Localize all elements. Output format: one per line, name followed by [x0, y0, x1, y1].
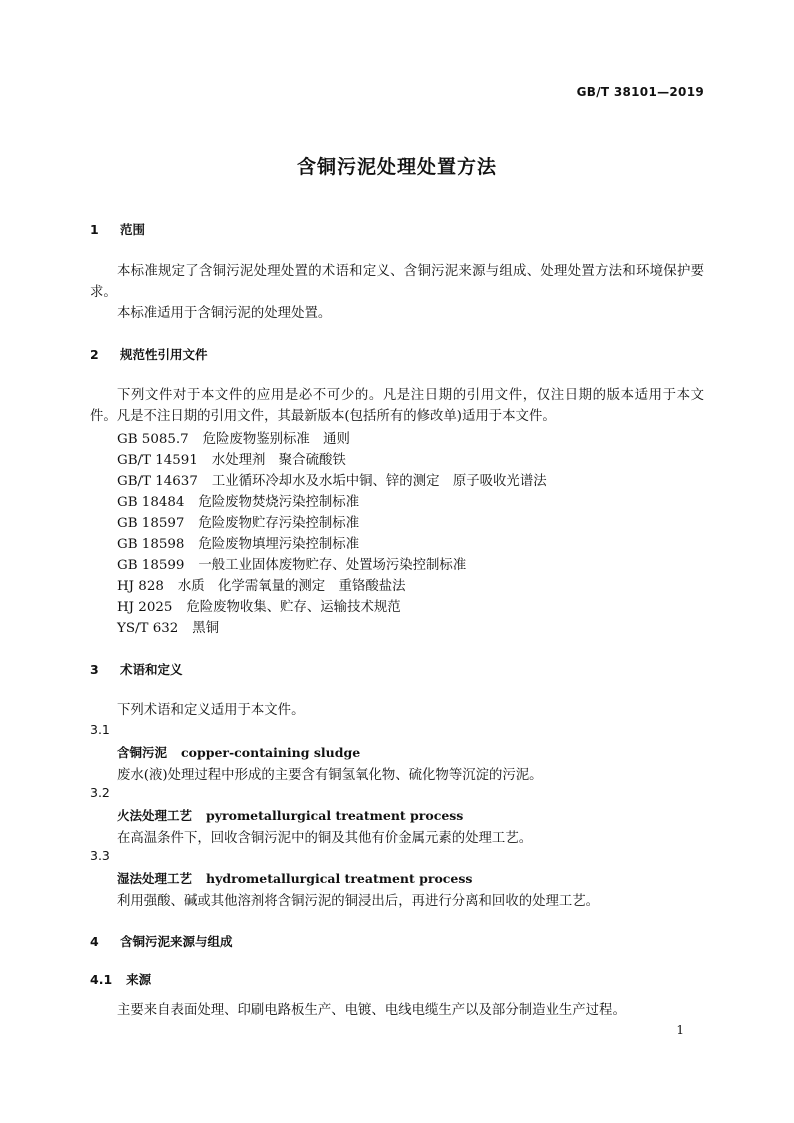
reference-code: GB 5085.7: [117, 432, 189, 447]
reference-title: 一般工业固体废物贮存、处置场污染控制标准: [198, 558, 467, 573]
section-2-heading: [90, 345, 208, 363]
term-entry: [117, 743, 360, 761]
paragraph: 本标准适用于含铜污泥的处理处置。: [117, 306, 332, 321]
reference-item: [117, 596, 401, 615]
section-title: 术语和定义: [120, 662, 183, 677]
subsection-title: 来源: [126, 972, 152, 987]
standard-code: GB/T 38101—2019: [576, 85, 704, 99]
section-number: 3: [90, 662, 99, 677]
term-zh: 火法处理工艺: [117, 808, 193, 823]
page-title: 含铜污泥处理处置方法: [296, 156, 497, 178]
reference-code: GB 18599: [117, 558, 185, 573]
reference-code: GB/T 14637: [117, 474, 198, 489]
term-definition: 在高温条件下，回收含铜污泥中的铜及其他有价金属元素的处理工艺。: [117, 831, 533, 846]
section-number: 1: [90, 222, 99, 237]
term-entry: [117, 869, 472, 887]
subsection-number: 4.1: [90, 972, 113, 987]
reference-title: 危险废物贮存污染控制标准: [198, 516, 360, 531]
section-number: 2: [90, 347, 99, 362]
section-title: 规范性引用文件: [120, 347, 208, 362]
term-en: hydrometallurgical treatment process: [206, 871, 473, 886]
term-en: pyrometallurgical treatment process: [206, 808, 464, 823]
reference-code: HJ 2025: [117, 600, 173, 615]
paragraph: 下列术语和定义适用于本文件。: [117, 703, 305, 718]
term-en: copper-containing sludge: [181, 745, 361, 760]
reference-code: GB 18484: [117, 495, 185, 510]
reference-title: 水质 化学需氧量的测定 重铬酸盐法: [177, 579, 406, 594]
section-1-heading: [90, 220, 145, 238]
term-number: 3.2: [90, 785, 110, 800]
term-definition: 利用强酸、碱或其他溶剂将含铜污泥的铜浸出后，再进行分离和回收的处理工艺。: [117, 894, 600, 909]
reference-code: GB/T 14591: [117, 453, 198, 468]
section-4-heading: [90, 932, 233, 950]
reference-item: [117, 491, 359, 510]
reference-title: 水处理剂 聚合硫酸铁: [211, 453, 346, 468]
reference-code: YS/T 632: [117, 621, 179, 636]
section-3-heading: [90, 660, 183, 678]
reference-item: [117, 470, 547, 489]
reference-code: HJ 828: [117, 579, 164, 594]
term-number: 3.3: [90, 848, 110, 863]
reference-item: [117, 512, 359, 531]
term-zh: 湿法处理工艺: [117, 871, 193, 886]
section-number: 4: [90, 934, 99, 949]
reference-title: 黑铜: [192, 621, 220, 636]
reference-title: 工业循环冷却水及水垢中铜、锌的测定 原子吸收光谱法: [211, 474, 547, 489]
reference-item: [117, 617, 219, 636]
reference-title: 危险废物焚烧污染控制标准: [198, 495, 360, 510]
reference-code: GB 18597: [117, 516, 185, 531]
paragraph: 主要来自表面处理、印刷电路板生产、电镀、电线电缆生产以及部分制造业生产过程。: [117, 1003, 626, 1018]
reference-item: [117, 533, 359, 552]
term-definition: 废水(液)处理过程中形成的主要含有铜氢氧化物、硫化物等沉淀的污泥。: [117, 768, 543, 783]
reference-item: [117, 428, 350, 447]
reference-title: 危险废物填埋污染控制标准: [198, 537, 360, 552]
section-title: 范围: [120, 222, 146, 237]
term-number: 3.1: [90, 722, 110, 737]
reference-title: 危险废物收集、贮存、运输技术规范: [186, 600, 401, 615]
paragraph: 本标准规定了含铜污泥处理处置的术语和定义、含铜污泥来源与组成、处理处置方法和环境保护要求。: [90, 264, 704, 300]
reference-item: [117, 554, 466, 573]
term-entry: [117, 806, 463, 824]
term-zh: 含铜污泥: [117, 745, 168, 760]
reference-item: [117, 575, 406, 594]
section-title: 含铜污泥来源与组成: [120, 934, 233, 949]
reference-title: 危险废物鉴别标准 通则: [202, 432, 350, 447]
reference-code: GB 18598: [117, 537, 185, 552]
reference-item: [117, 449, 346, 468]
paragraph: 下列文件对于本文件的应用是必不可少的。凡是注日期的引用文件，仅注日期的版本适用于本文件。凡是不注日期的引用文件，其最新版本(包括所有的修改单)适用于本文件。: [90, 388, 704, 424]
page-number: 1: [676, 1023, 684, 1037]
subsection-4-1-heading: [90, 970, 151, 988]
